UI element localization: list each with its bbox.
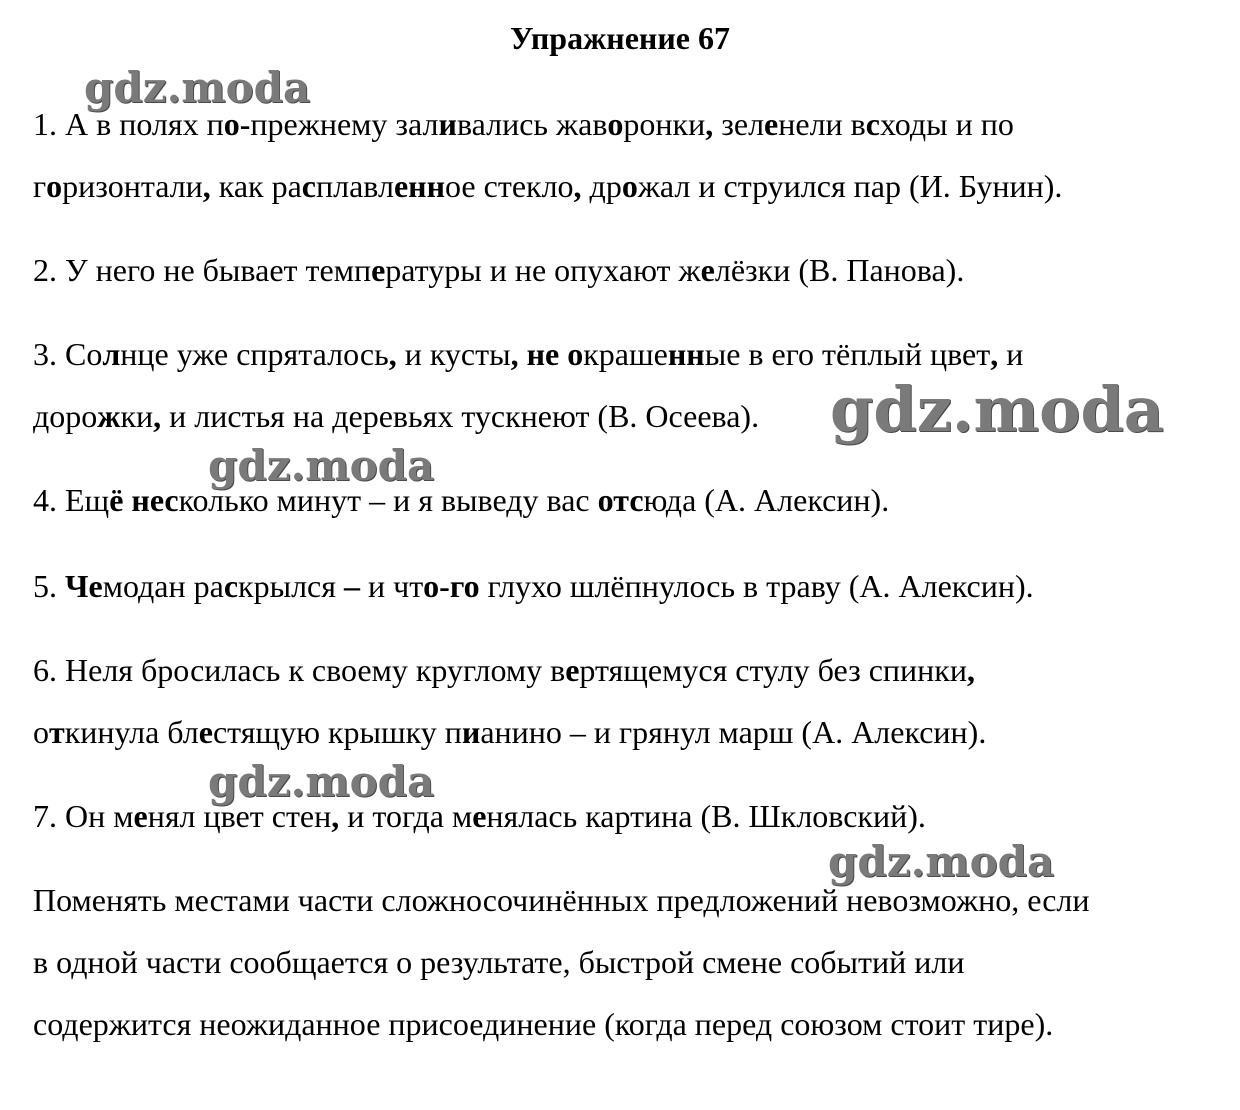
sentence-6-line-1	[33, 650, 975, 690]
text-segment: и чт	[359, 568, 424, 604]
sentence-4	[33, 480, 889, 520]
bold-segment: о-го	[423, 568, 480, 604]
page-title: Упражнение 67	[509, 20, 730, 56]
sentence-6-line-2	[33, 712, 986, 752]
bold-segment: е	[393, 168, 409, 204]
bold-segment: отс	[597, 482, 644, 518]
conclusion-line-2	[33, 942, 965, 982]
bold-segment: ё	[109, 482, 124, 518]
bold-segment: о	[621, 168, 638, 204]
bold-segment: нн	[667, 336, 705, 372]
text-segment: нялась картина (В. Шкловский).	[486, 798, 926, 834]
watermark-logo: gdz.moda	[208, 441, 435, 490]
bold-segment: е	[565, 652, 580, 688]
text-segment: ые в его тёплый цвет	[704, 336, 991, 372]
watermark-logo: gdz.moda	[830, 373, 1164, 446]
bold-segment: и	[461, 714, 481, 750]
text-segment: ронки	[623, 106, 706, 142]
sentence-3-line-1	[33, 334, 1023, 374]
text-segment: содержится неожиданное присоединение (когда перед союзом стоит тире).	[33, 1006, 1054, 1042]
bold-segment: нес	[131, 482, 179, 518]
text-segment: вались жав	[456, 106, 608, 142]
text-segment: прежнему зал	[250, 106, 439, 142]
bold-segment: е	[371, 252, 386, 288]
sentence-7	[33, 796, 926, 836]
text-segment: краше	[583, 336, 668, 372]
bold-segment: е	[472, 798, 487, 834]
text-segment: 6. Неля бросилась к своему круглому в	[33, 652, 566, 688]
bold-segment: Че	[65, 568, 103, 604]
bold-segment: ,	[990, 336, 999, 372]
text-segment: 2. У него не бывает темп	[33, 252, 372, 288]
bold-segment: л	[102, 336, 121, 372]
bold-segment: с	[301, 168, 316, 204]
text-segment: колько минут – и я выведу вас	[178, 482, 598, 518]
bold-segment: е	[764, 106, 779, 142]
conclusion-line-3	[33, 1004, 1053, 1044]
sentence-1-line-1	[33, 104, 1014, 144]
bold-segment: ,	[153, 398, 162, 434]
text-segment: и листья на деревьях тускнеют (В. Осеева).	[161, 398, 760, 434]
text-segment: ое стекло	[445, 168, 574, 204]
text-segment: стящую крышку п	[212, 714, 462, 750]
bold-segment: ,	[388, 336, 397, 372]
bold-segment: ,	[573, 168, 582, 204]
text-segment: 5.	[33, 568, 65, 604]
text-segment: в одной части сообщается о результате, быстрой смене событий или	[33, 944, 965, 980]
text-segment: Поменять местами части сложносочинённых предложений невозможно, если	[33, 882, 1090, 918]
sentence-1-line-2	[33, 166, 1062, 206]
sentence-3-line-2	[33, 396, 759, 436]
bold-segment: ,	[331, 798, 340, 834]
bold-segment: –	[343, 568, 360, 604]
text-segment: и кусты	[396, 336, 511, 372]
text-segment: юда (А. Алексин).	[643, 482, 890, 518]
text-segment: 3. Со	[33, 336, 103, 372]
text-segment: крылся	[238, 568, 344, 604]
watermark-logo: gdz.moda	[84, 63, 311, 112]
text-segment: 7. Он м	[33, 798, 134, 834]
text-segment: глухо шлёпнулось в траву (А. Алексин).	[479, 568, 1034, 604]
text-segment: лёзки (В. Панова).	[714, 252, 965, 288]
text-segment: 4. Ещ	[33, 482, 110, 518]
text-segment: ки	[120, 398, 154, 434]
bold-segment: е	[133, 798, 148, 834]
text-segment: и тогда м	[339, 798, 473, 834]
bold-segment: е	[700, 252, 715, 288]
bold-segment: с	[865, 106, 880, 142]
bold-segment: -	[239, 106, 251, 142]
text-segment: модан ра	[102, 568, 224, 604]
bold-segment: т	[49, 714, 65, 750]
text-segment: ртящемуся стулу без спинки	[579, 652, 967, 688]
bold-segment: с	[223, 568, 239, 604]
text-segment: нели в	[778, 106, 866, 142]
text-segment: нце уже спряталось	[120, 336, 389, 372]
bold-segment: и	[438, 106, 457, 142]
bold-segment: о	[46, 168, 63, 204]
text-segment: жал и струился пар (И. Бунин).	[637, 168, 1063, 204]
text-segment: и	[998, 336, 1024, 372]
text-segment: ратуры и не опухают ж	[385, 252, 701, 288]
bold-segment: ,	[966, 652, 975, 688]
text-segment: др	[581, 168, 622, 204]
bold-segment: е	[198, 714, 213, 750]
text-segment: ризонтали	[62, 168, 203, 204]
bold-segment: о	[607, 106, 624, 142]
text-segment: кинула бл	[64, 714, 199, 750]
text-segment: плавл	[316, 168, 394, 204]
text-segment: как ра	[210, 168, 302, 204]
bold-segment: нн	[408, 168, 446, 204]
text-segment: 1. А в полях п	[33, 106, 224, 142]
text-segment: зел	[713, 106, 765, 142]
text-segment: анино – и грянул марш (А. Алексин).	[480, 714, 987, 750]
watermark-logo: gdz.moda	[828, 837, 1055, 886]
bold-segment: ж	[97, 398, 121, 434]
bold-segment: ,	[202, 168, 211, 204]
conclusion-line-1	[33, 880, 1089, 920]
sentence-2	[33, 250, 964, 290]
sentence-5	[33, 566, 1034, 606]
bold-segment: , не о	[510, 336, 584, 372]
watermark-logo: gdz.moda	[208, 757, 435, 806]
bold-segment: ,	[705, 106, 714, 142]
text-segment: нял цвет стен	[147, 798, 332, 834]
text-segment: г	[33, 168, 47, 204]
text-segment: о	[33, 714, 49, 750]
text-segment: ходы и по	[879, 106, 1014, 142]
text-segment: доро	[33, 398, 98, 434]
bold-segment: о	[223, 106, 240, 142]
